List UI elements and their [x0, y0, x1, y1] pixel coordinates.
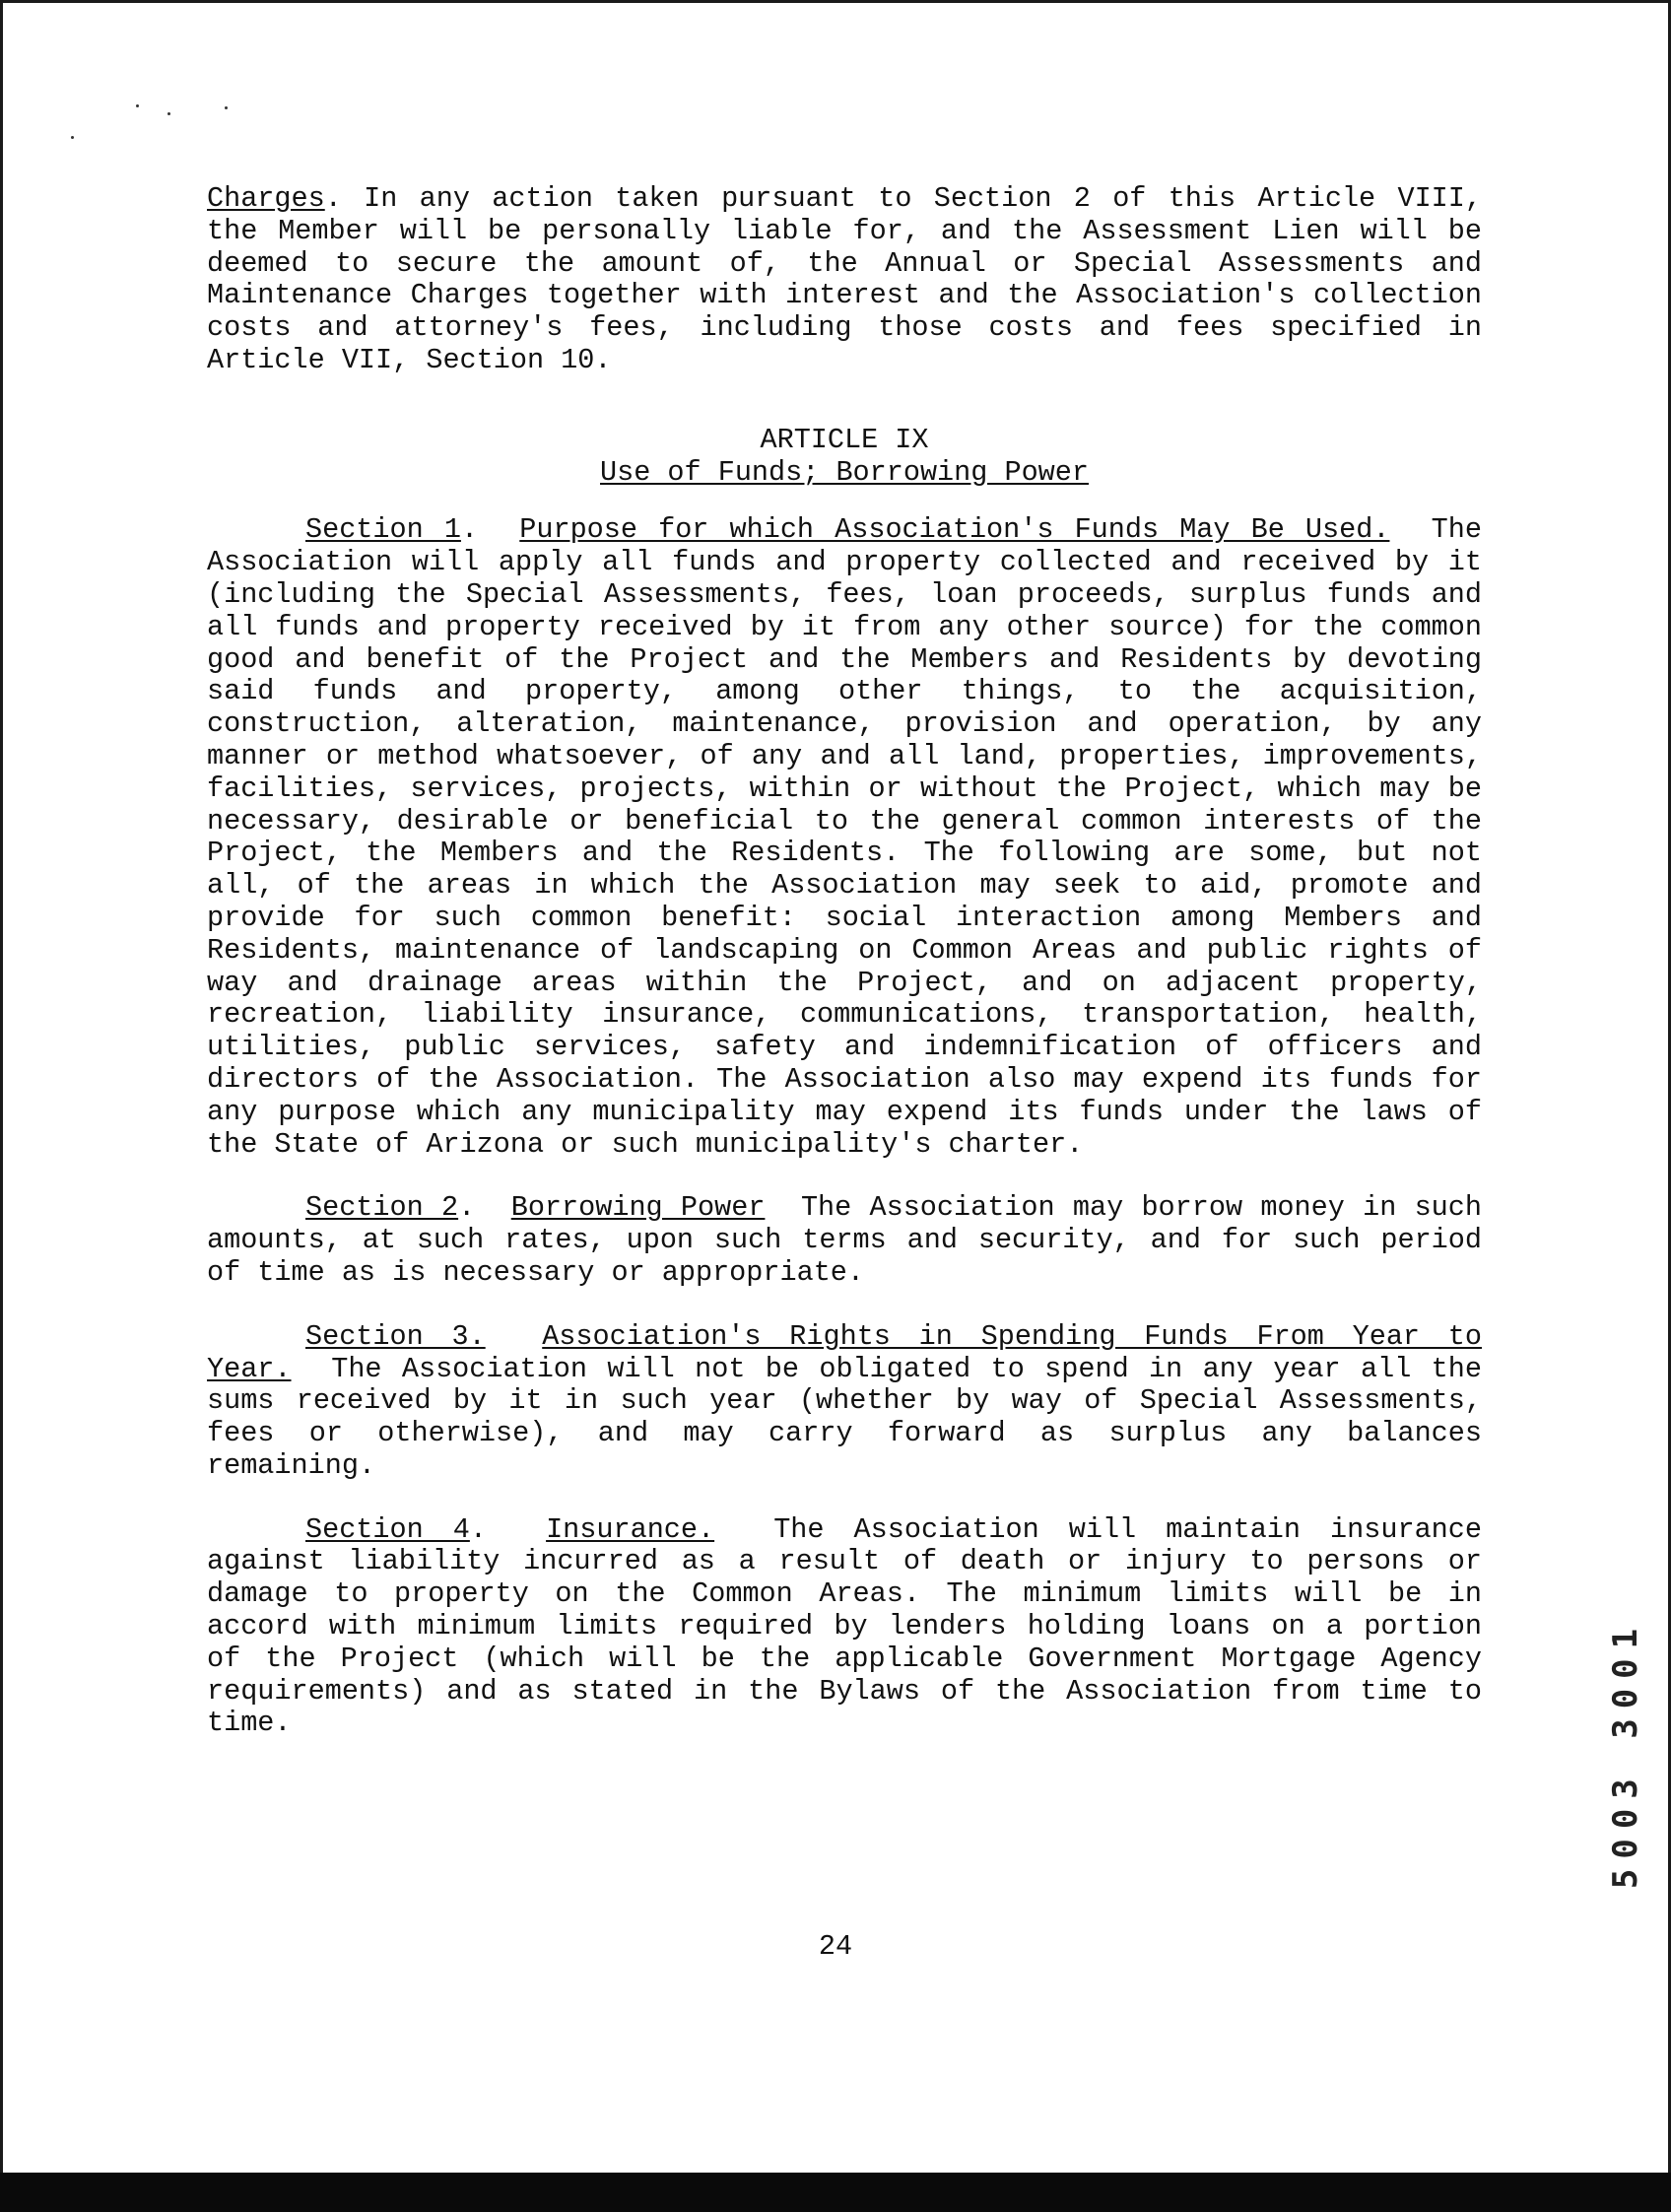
section-4-heading: Insurance. [546, 1512, 715, 1546]
section-1-label: Section 1 [305, 513, 461, 547]
article-title-text: Use of Funds; Borrowing Power [600, 455, 1089, 489]
article-title [207, 457, 1482, 490]
page-border-top [0, 0, 1671, 3]
continuation-text: . In any action taken pursuant to Section 2 of this Article VIII, the Member will be personally liable for, and the Assessment Lien will be deemed to secure the amount of, the Annual or Special Assessments and Maintenance Charges together with interest and the Association's collection costs and attorney's fees, including those costs and fees specified in Article VII, Section 10. [207, 182, 1482, 376]
page-number: 24 [818, 1930, 853, 1963]
scan-speck [225, 106, 228, 109]
page-border-left [0, 0, 3, 2212]
spacer [207, 489, 1482, 514]
section-4-text: The Association will maintain insurance against liability incurred as a result of death or injury to persons or damage to property on the Common Areas. The minimum limits will be in accord with minimum limits required by lenders holding loans on a portion of the Project (which will be the applicable Government Mortgage Agency requirements) and as stated in the Bylaws of the Association from time to time. [207, 1512, 1482, 1740]
section-3-label: Section 3. [305, 1319, 486, 1353]
section-2-text: The Association may borrow money in such amounts, at such rates, upon such terms and security, and for such period of time as is necessary or appropriate. [207, 1191, 1482, 1289]
charges-term: Charges [207, 182, 325, 215]
recording-stamp-text: 5003 3001 [1606, 1618, 1645, 1890]
section-4-label: Section 4 [305, 1512, 470, 1546]
section-3-text: The Association will not be obligated to spend in any year all the sums received by it in such year (whether by way of Special Assessments, fees or otherwise), and may carry forward as surplus any balances remaining. [207, 1352, 1482, 1482]
spacer [207, 1290, 1482, 1321]
recording-stamp [1596, 1557, 1655, 1951]
continuation-paragraph [207, 183, 1482, 377]
section-1-heading: Purpose for which Association's Funds May Be Used. [519, 513, 1390, 547]
spacer [207, 377, 1482, 425]
section-1-text: The Association will apply all funds and property collected and received by it (including the Special Assessments, fees, loan proceeds, surplus funds and all funds and property received by it from any other source) for the common good and benefit of the Project and the Members and Residents by devoting said funds and property, among other things, to the acquisition, construction, alteration, maintenance, provision and operation, by any manner or method whatsoever, of any and all land, properties, improvements, facilities, services, projects, within or without the Project, which may be necessary, desirable or beneficial to the general common interests of the Project, the Members and the Residents. The following are some, but not all, of the areas in which the Association may seek to aid, promote and provide for such common benefit: social interaction among Members and Residents, maintenance of landscaping on Common Areas and public rights of way and drainage areas within the Project, and on adjacent property, recreation, liability insurance, communications, transportation, health, utilities, public services, safety and indemnification of officers and directors of the Association. The Association also may expend its funds for any purpose which any municipality may expend its funds under the laws of the State of Arizona or such municipality's charter. [207, 513, 1482, 1161]
scan-bottom-band [0, 2173, 1671, 2212]
document-body [207, 183, 1482, 1740]
section-4: Section 4. Insurance. The Association will maintain insurance against liability incurred as a result of death or injury to persons or damage to property on the Common Areas. The minimum limits will be in accord with minimum limits required by lenders holding loans on a portion of the Project (which will be the applicable Government Mortgage Agency requirements) and as stated in the Bylaws of the Association from time to time. [207, 1512, 1482, 1740]
section-1: Section 1. Purpose for which Association's Funds May Be Used. The Association will apply all funds and property collected and received by it (including the Special Assessments, fees, loan proceeds, surplus funds and all funds and property received by it from any other source) for the common good and benefit of the Project and the Members and Residents by devoting said funds and property, among other things, to the acquisition, construction, alteration, maintenance, provision and operation, by any manner or method whatsoever, of any and all land, properties, improvements, facilities, services, projects, within or without the Project, which may be necessary, desirable or beneficial to the general common interests of the Project, the Members and the Residents. The following are some, but not all, of the areas in which the Association may seek to aid, promote and provide for such common benefit: social interaction among Members and Residents, maintenance of landscaping on Common Areas and public rights of way and drainage areas within the Project, and on adjacent property, recreation, liability insurance, communications, transportation, health, utilities, public services, safety and indemnification of officers and directors of the Association. The Association also may expend its funds for any purpose which any municipality may expend its funds under the laws of the State of Arizona or such municipality's charter. [207, 513, 1482, 1161]
section-3-heading: Association's Rights in Spending Funds From Year to Year. [207, 1319, 1482, 1385]
spacer [207, 1161, 1482, 1192]
section-2: Section 2. Borrowing Power The Association may borrow money in such amounts, at such rates, upon such terms and security, and for such period of time as is necessary or appropriate. [207, 1191, 1482, 1289]
section-2-heading: Borrowing Power [510, 1191, 766, 1225]
article-number: ARTICLE IX [760, 423, 929, 456]
scan-speck [167, 112, 170, 115]
section-2-label: Section 2 [305, 1191, 459, 1225]
scan-speck [136, 104, 139, 107]
spacer [207, 1483, 1482, 1514]
section-3 [207, 1321, 1482, 1483]
scan-speck [71, 136, 74, 139]
